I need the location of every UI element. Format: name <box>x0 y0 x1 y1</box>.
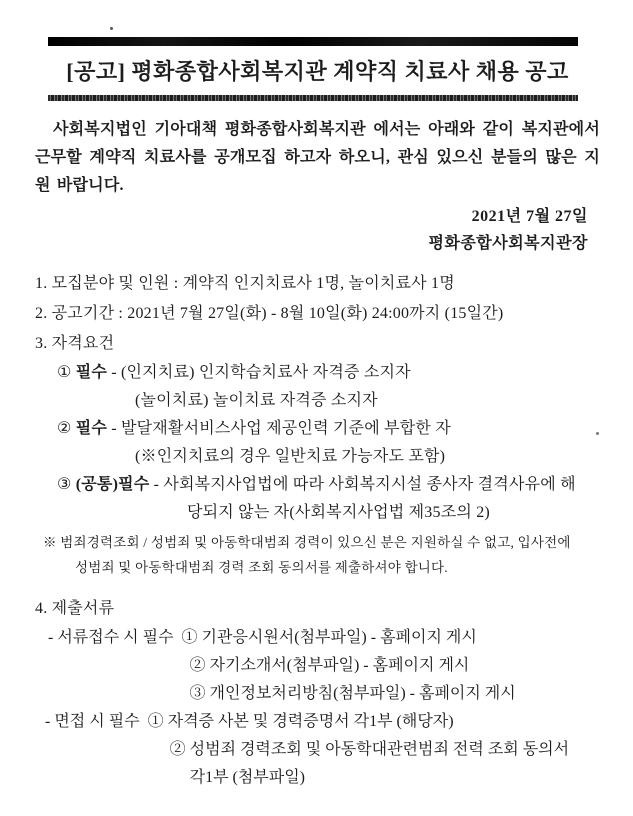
interview-doc-item: ① 자격증 사본 및 경력증명서 각1부 (해당자) <box>147 713 454 730</box>
criminal-record-note-line2: 성범죄 및 아동학대범죄 경력 조회 동의서를 제출하셔야 합니다. <box>75 560 448 575</box>
common-required-label: (공통)필수 <box>75 476 150 493</box>
scan-speck <box>596 432 599 435</box>
recruit-field-item: 1. 모집분야 및 인원 : 계약직 인지치료사 1명, 놀이치료사 1명 <box>35 275 455 292</box>
document-submission-items <box>182 624 516 708</box>
criminal-record-note <box>35 530 600 580</box>
divider-rule <box>48 95 578 101</box>
notice-period-item: 2. 공고기간 : 2021년 7월 27일(화) - 8월 10일(화) 24:00까지 (15일간) <box>35 305 504 322</box>
body-list <box>35 269 600 792</box>
document-submission-row <box>35 624 600 708</box>
submission-doc-item: ① 기관응시원서(첨부파일) - 홈페이지 게시 <box>181 629 477 646</box>
qualification-item-1 <box>35 359 600 387</box>
interview-submission-items <box>148 708 570 792</box>
qualification-item-2-text: - 발달재활서비스사업 제공인력 기준에 부합한 자 <box>111 420 451 437</box>
scan-speck <box>110 27 113 30</box>
qualification-item-1-text: - (인지치료) 인지학습치료사 자격증 소지자 <box>111 364 411 381</box>
interview-doc-item: ② 성범죄 경력조회 및 아동학대관련범죄 전력 조회 동의서 <box>169 741 570 758</box>
qualification-item-3-text: - 사회복지사업법에 따라 사회복지시설 종사자 결격사유에 해 <box>153 476 576 493</box>
page-title: [공고] 평화종합사회복지관 계약직 치료사 채용 공고 <box>66 59 569 84</box>
announcement-signer: 평화종합사회복지관장 <box>428 235 588 252</box>
interview-doc-item-continuation: 각1부 (첨부파일) <box>189 769 306 786</box>
qualification-item-1-continuation: (놀이치료) 놀이치료 자격증 소지자 <box>135 392 378 409</box>
document-submission-prefix: - 서류접수 시 필수 <box>48 629 174 646</box>
submission-doc-item: ② 자기소개서(첨부파일) - 홈페이지 게시 <box>189 657 470 674</box>
announcement-date: 2021년 7월 27일 <box>471 208 588 225</box>
reference-mark-icon: ※ <box>43 535 57 550</box>
required-label: 필수 <box>75 420 108 437</box>
qualification-item-3-continuation: 당되지 않는 자(사회복지사업법 제35조의 2) <box>187 504 490 521</box>
circled-number: ① <box>57 364 72 381</box>
required-label: 필수 <box>75 364 108 381</box>
qualification-item-3 <box>35 471 600 499</box>
intro-paragraph: 사회복지법인 기아대책 평화종합사회복지관 에서는 아래와 같이 복지관에서 근무할 계약직 치료사를 공개모집 하고자 하오니, 관심 있으신 분들의 많은 지원 바랍니다. <box>35 121 600 194</box>
qualification-item-2 <box>35 415 600 443</box>
interview-submission-row <box>35 708 600 792</box>
submission-section <box>35 594 600 792</box>
submission-heading: 4. 제출서류 <box>35 600 115 617</box>
submission-doc-item: ③ 개인정보처리방침(첨부파일) - 홈페이지 게시 <box>189 685 516 702</box>
criminal-record-note-line1: ※ 범죄경력조회 / 성범죄 및 아동학대범죄 경력이 있으신 분은 지원하실 수 없고, 입사전에 <box>43 535 571 550</box>
qualifications-heading: 3. 자격요건 <box>35 335 115 352</box>
circled-number: ③ <box>57 476 72 493</box>
circled-number: ② <box>57 420 72 437</box>
interview-submission-prefix: - 면접 시 필수 <box>45 713 140 730</box>
qualification-item-2-note: (※인지치료의 경우 일반치료 가능자도 포함) <box>135 448 446 465</box>
top-rule <box>48 37 578 46</box>
